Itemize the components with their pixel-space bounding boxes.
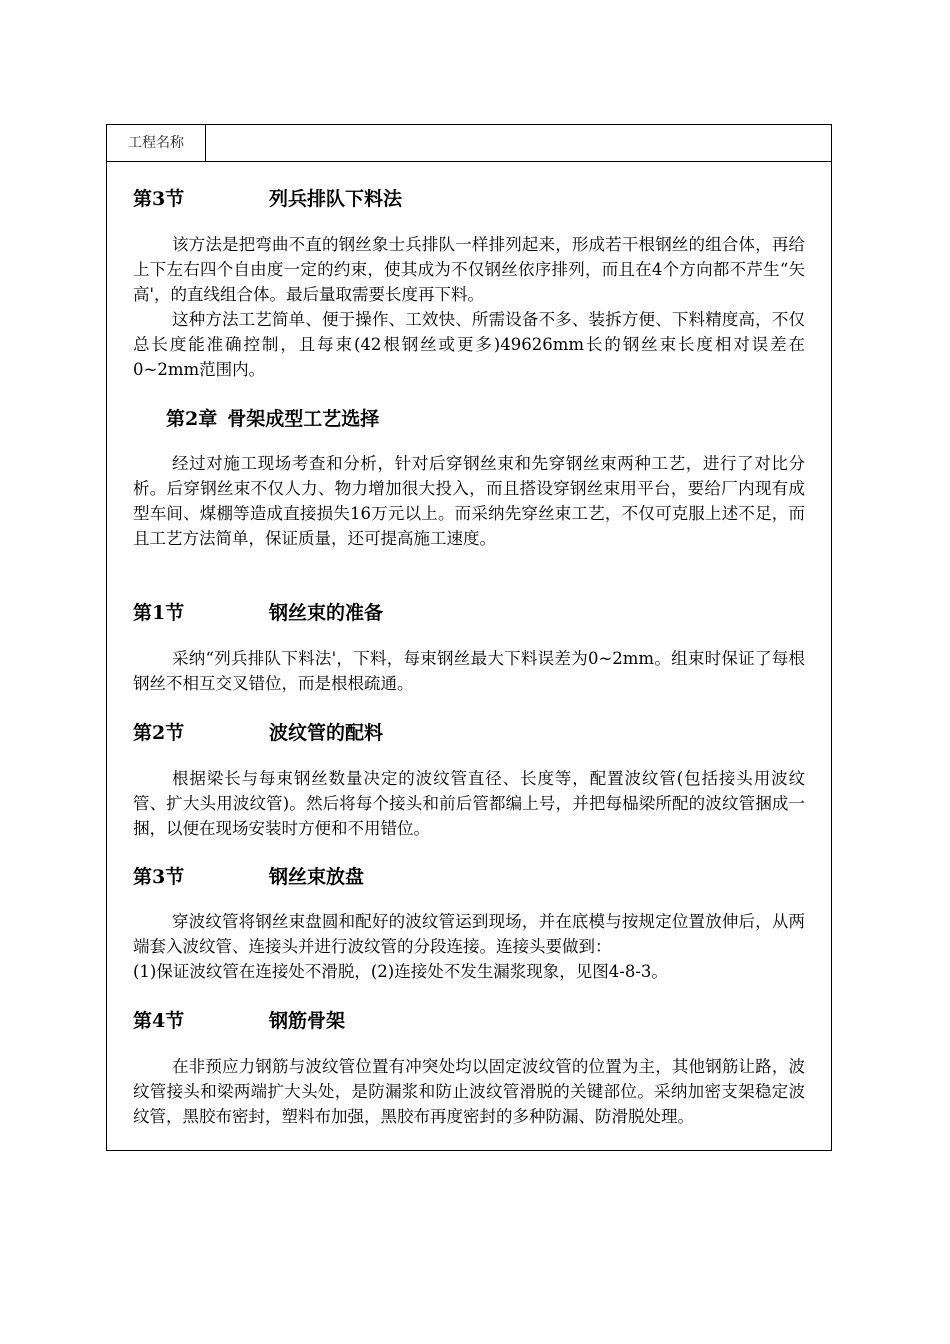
section-number: 第3节 xyxy=(133,866,185,888)
section-heading xyxy=(133,598,383,625)
chapter-title: 骨架成型工艺选择 xyxy=(227,408,380,430)
section-heading xyxy=(133,1006,345,1033)
document-frame xyxy=(106,124,832,1151)
project-name-label: 工程名称 xyxy=(107,125,206,161)
section-heading xyxy=(133,862,364,889)
paragraph: 经过对施工现场考查和分析，针对后穿钢丝束和先穿钢丝束两种工艺，进行了对比分析。后穿钢丝束不仅人力、物力增加很大投入，而且搭设穿钢丝束用平台，要给厂内现有成型车间、煤棚等造成直接损失16万元以上。而采纳先穿丝束工艺，不仅可克服上述不足，而且工艺方法简单，保证质量，还可提高施工速度。 xyxy=(133,454,805,548)
paragraph: (1)保证波纹管在连接处不滑脱，(2)连接处不发生漏浆现象，见图4-8-3。 xyxy=(133,962,668,981)
paragraph: 采纳“列兵排队下料法'，下料，每束钢丝最大下料误差为0~2mm。组束时保证了每根钢丝不相互交叉错位，而是根根疏通。 xyxy=(133,649,805,693)
project-name-value[interactable] xyxy=(207,125,831,161)
section-title: 波纹管的配料 xyxy=(269,722,384,744)
section-title: 钢丝束放盘 xyxy=(269,866,365,888)
section-title: 列兵排队下料法 xyxy=(269,188,403,210)
section-heading xyxy=(133,184,402,211)
project-name-row xyxy=(107,125,831,162)
section-number: 第2节 xyxy=(133,722,185,744)
section-title: 钢丝束的准备 xyxy=(269,602,384,624)
paragraph: 这种方法工艺简单、便于操作、工效快、所需设备不多、装拆方便、下料精度高，不仅总长度能准确控制，且每束(42根钢丝或更多)49626mm长的钢丝束长度相对误差在0~2mm范围内。 xyxy=(133,310,805,379)
chapter-number: 第2章 xyxy=(166,408,218,430)
section-title: 钢筋骨架 xyxy=(269,1010,346,1032)
section-number: 第4节 xyxy=(133,1010,185,1032)
paragraph: 该方法是把弯曲不直的钢丝象士兵排队一样排列起来，形成若干根钢丝的组合体，再给上下左右四个自由度一定的约束，使其成为不仅钢丝依序排列，而且在4个方向都不芹生“矢高'，的直线组合体。最后量取需要长度再下料。 xyxy=(133,235,805,304)
section-number: 第1节 xyxy=(133,602,185,624)
paragraph: 根据梁长与每束钢丝数量决定的波纹管直径、长度等，配置波纹管(包括接头用波纹管、扩大头用波纹管)。然后将每个接头和前后管都编上号，并把每榀梁所配的波纹管捆成一捆，以便在现场安装时方便和不用错位。 xyxy=(133,769,805,838)
paragraph: 在非预应力钢筋与波纹管位置有冲突处均以固定波纹管的位置为主，其他钢筋让路，波纹管接头和梁两端扩大头处，是防漏浆和防止波纹管滑脱的关键部位。采纳加密支架稳定波纹管，黑胶布密封，塑料布加强，黑胶布再度密封的多种防漏、防滑脱处理。 xyxy=(133,1057,805,1126)
section-heading xyxy=(133,718,383,745)
chapter-heading xyxy=(166,404,379,431)
paragraph: 穿波纹管将钢丝束盘圆和配好的波纹管运到现场，并在底模与按规定位置放伸后，从两端套入波纹管、连接头并进行波纹管的分段连接。连接头要做到： xyxy=(133,912,805,956)
section-number: 第3节 xyxy=(133,188,185,210)
